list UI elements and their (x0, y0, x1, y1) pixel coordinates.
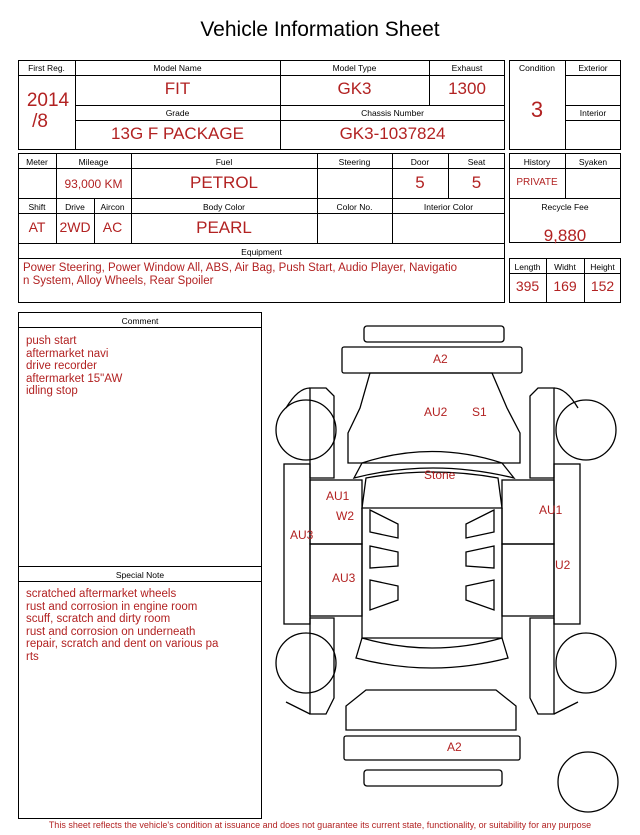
sheet-title: Vehicle Information Sheet (200, 18, 440, 41)
damage-mark-au1-right: AU1 (539, 503, 563, 517)
damage-mark-w2: W2 (336, 509, 354, 523)
body-color-value: PEARL (196, 218, 252, 237)
drive-label: Drive (65, 202, 85, 212)
equipment-text: Power Steering, Power Window All, ABS, Air Bag, Push Start, Audio Player, Navigatio n System, Alloy Wheels, Rear Spoiler (23, 262, 458, 287)
drive-value: 2WD (59, 219, 91, 235)
exterior-label: Exterior (578, 63, 608, 73)
grade-value: 13G F PACKAGE (111, 124, 244, 143)
chassis-number-value: GK3-1037824 (339, 124, 446, 143)
height-label: Height (590, 262, 615, 272)
damage-mark-a2-rear: A2 (447, 740, 462, 754)
aircon-value: AC (102, 219, 123, 235)
first-reg-label: First Reg. (28, 63, 65, 73)
chassis-number-label: Chassis Number (361, 108, 424, 118)
shift-label: Shift (28, 202, 46, 212)
syaken-label: Syaken (578, 157, 608, 167)
interior-color-label: Interior Color (423, 202, 474, 212)
damage-mark-au1-left: AU1 (326, 489, 350, 503)
steering-label: Steering (338, 157, 371, 167)
door-value: 5 (415, 173, 425, 192)
comment-label: Comment (121, 316, 159, 326)
mileage-label: Mileage (78, 157, 109, 167)
comment-item: aftermarket navi (26, 347, 109, 360)
door-label: Door (410, 157, 430, 167)
exhaust-value: 1300 (448, 79, 486, 98)
body-color-label: Body Color (202, 202, 246, 212)
mileage-value: 93,000 KM (64, 177, 123, 191)
damage-mark-u2: U2 (555, 558, 571, 572)
fuel-label: Fuel (215, 157, 233, 167)
aircon-label: Aircon (100, 202, 125, 212)
equipment-label: Equipment (241, 247, 282, 257)
damage-mark-stone: Stone (424, 468, 456, 482)
fuel-value: PETROL (189, 173, 259, 192)
special-note-item: scratched aftermarket wheels (26, 588, 177, 600)
special-note-item: rts (26, 650, 39, 663)
special-note-label: Special Note (115, 570, 165, 580)
damage-mark-s1: S1 (472, 405, 487, 419)
comment-item: idling stop (26, 385, 78, 398)
damage-mark-au3-door: AU3 (332, 571, 356, 585)
condition-value: 3 (530, 97, 544, 122)
width-label: Widht (554, 262, 576, 272)
special-note-list (26, 588, 218, 664)
meter-label: Meter (26, 157, 48, 167)
damage-mark-au3-side: AU3 (290, 528, 314, 542)
comment-list (26, 335, 122, 398)
shift-value: AT (28, 219, 46, 235)
disclaimer-footer: This sheet reflects the vehicle's condition at issuance and does not guarantee its current state, functionality, or suitability for any purpose (48, 820, 592, 830)
width-value: 169 (553, 278, 577, 294)
history-value: PRIVATE (516, 177, 558, 188)
length-label: Length (514, 262, 541, 272)
seat-label: Seat (467, 157, 486, 167)
recycle-fee-value: 9,880 (543, 226, 587, 245)
damage-mark-au2: AU2 (424, 405, 448, 419)
comment-item: push start (26, 335, 77, 347)
comment-item: drive recorder (26, 360, 97, 373)
recycle-fee-label: Recycle Fee (541, 202, 589, 212)
model-name-label: Model Name (153, 63, 202, 73)
model-name-value: FIT (164, 79, 191, 98)
comment-item: aftermarket 15"AW (26, 372, 123, 385)
special-note-item: scuff, scratch and dirty room (26, 613, 171, 626)
special-note-item: rust and corrosion in engine room (26, 600, 198, 613)
exhaust-label: Exhaust (451, 63, 483, 73)
model-type-label: Model Type (332, 63, 377, 73)
color-no-label: Color No. (336, 202, 373, 212)
height-value: 152 (590, 278, 615, 294)
condition-label: Condition (519, 63, 555, 73)
interior-label: Interior (579, 108, 607, 118)
length-value: 395 (515, 278, 540, 294)
first-reg-year: 2014 (26, 90, 70, 111)
special-note-item: rust and corrosion on underneath (26, 625, 196, 638)
history-label: History (523, 157, 551, 167)
first-reg-month: /8 (32, 111, 48, 132)
model-type-value: GK3 (337, 79, 372, 98)
damage-mark-a2-front: A2 (433, 352, 448, 366)
grade-label: Grade (165, 108, 190, 118)
seat-value: 5 (471, 173, 482, 192)
special-note-item: repair, scratch and dent on various pa (26, 638, 219, 651)
